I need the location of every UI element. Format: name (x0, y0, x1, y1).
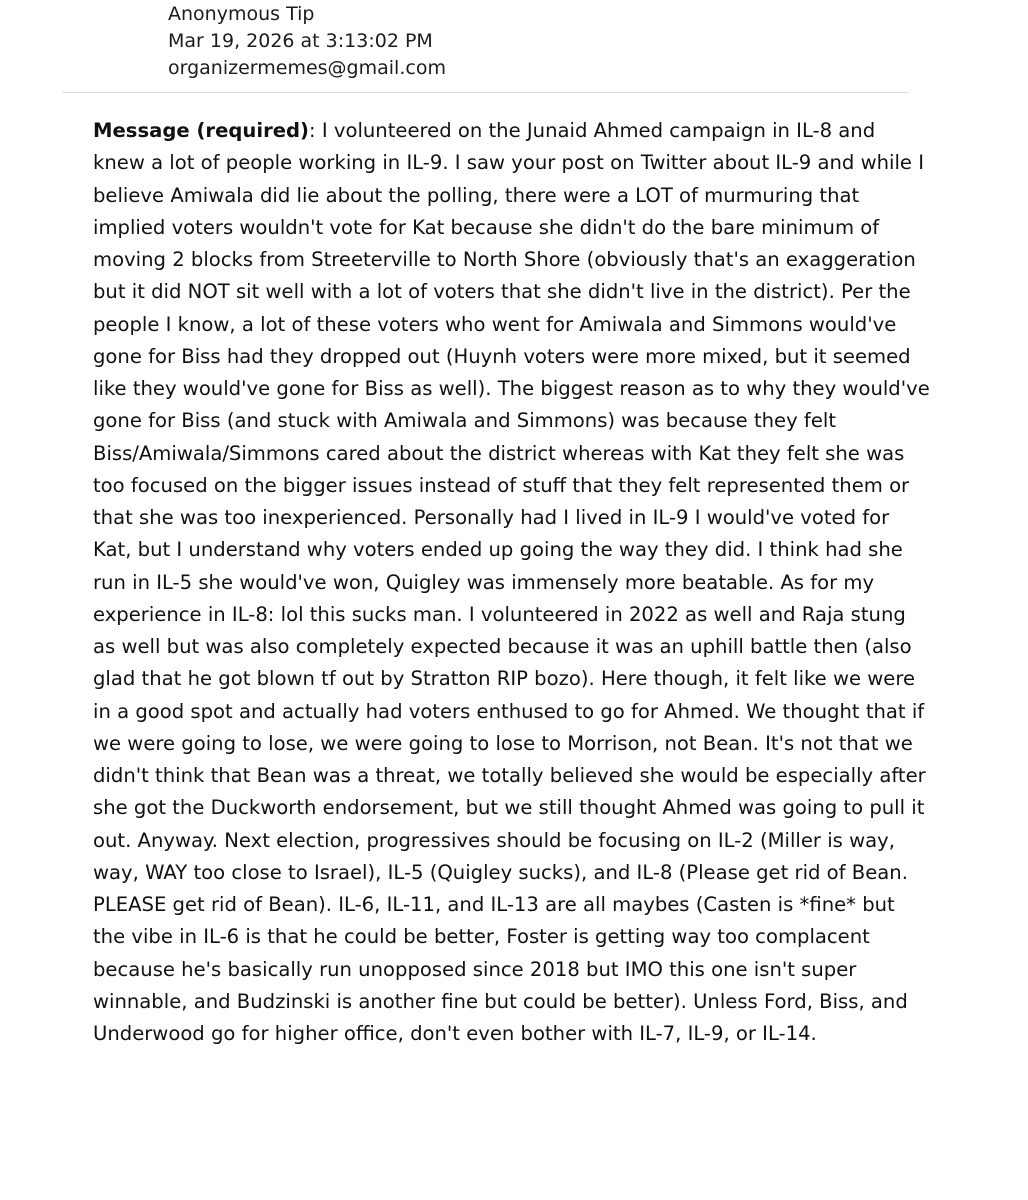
message-body (93, 115, 933, 1050)
subject-value: Anonymous Tip (168, 3, 315, 25)
header-divider (62, 92, 908, 93)
message-separator: : (309, 119, 322, 142)
message-text: I volunteered on the Junaid Ahmed campaign in IL-8 and knew a lot of people working in IL-9. I saw your post on Twitter about IL-9 and while I believe Amiwala did lie about the polling, there were a LOT of murmuring that implied voters wouldn't vote for Kat because she didn't do the bare minimum of moving 2 blocks from Streeterville to North Shore (obviously that's an exaggeration but it did NOT sit well with a lot of voters that she didn't live in the district). Per the people I know, a lot of these voters who went for Amiwala and Simmons would've gone for Biss had they dropped out (Huynh voters were more mixed, but it seemed like they would've gone for Biss as well). The biggest reason as to why they would've gone for Biss (and stuck with Amiwala and Simmons) was because they felt Biss/Amiwala/Simmons cared about the district whereas with Kat they felt she was too focused on the bigger issues instead of stuff that they felt represented them or that she was too inexperienced. Personally had I lived in IL-9 I would've voted for Kat, but I understand why voters ended up going the way they did. I think had she run in IL-5 she would've won, Quigley was immensely more beatable. As for my experience in IL-8: lol this sucks man. I volunteered in 2022 as well and Raja stung as well but was also completely expected because it was an uphill battle then (also glad that he got blown tf out by Stratton RIP bozo). Here though, it felt like we were in a good spot and actually had voters enthused to go for Ahmed. We thought that if we were going to lose, we were going to lose to Morrison, not Bean. It's not that we didn't think that Bean was a threat, we totally believed she would be especially after she got the Duckworth endorsement, but we still thought Ahmed was going to pull it out. Anyway. Next election, progressives should be focusing on IL-2 (Miller is way, way, WAY too close to Israel), IL-5 (Quigley sucks), and IL-8 (Please get rid of Bean. PLEASE get rid of Bean). IL-6, IL-11, and IL-13 are all maybes (Casten is *fine* but the vibe in IL-6 is that he could be better, Foster is getting way too complacent because he's basically run unopposed since 2018 but IMO this one isn't super winnable, and Budzinski is another fine but could be better). Unless Ford, Biss, and Underwood go for higher office, don't even bother with IL-7, IL-9, or IL-14. (93, 119, 930, 1045)
message-label: Message (required) (93, 119, 310, 142)
date-value: Mar 19, 2026 at 3:13:02 PM (168, 30, 433, 52)
to-address[interactable]: organizermemes@gmail.com (168, 57, 446, 79)
